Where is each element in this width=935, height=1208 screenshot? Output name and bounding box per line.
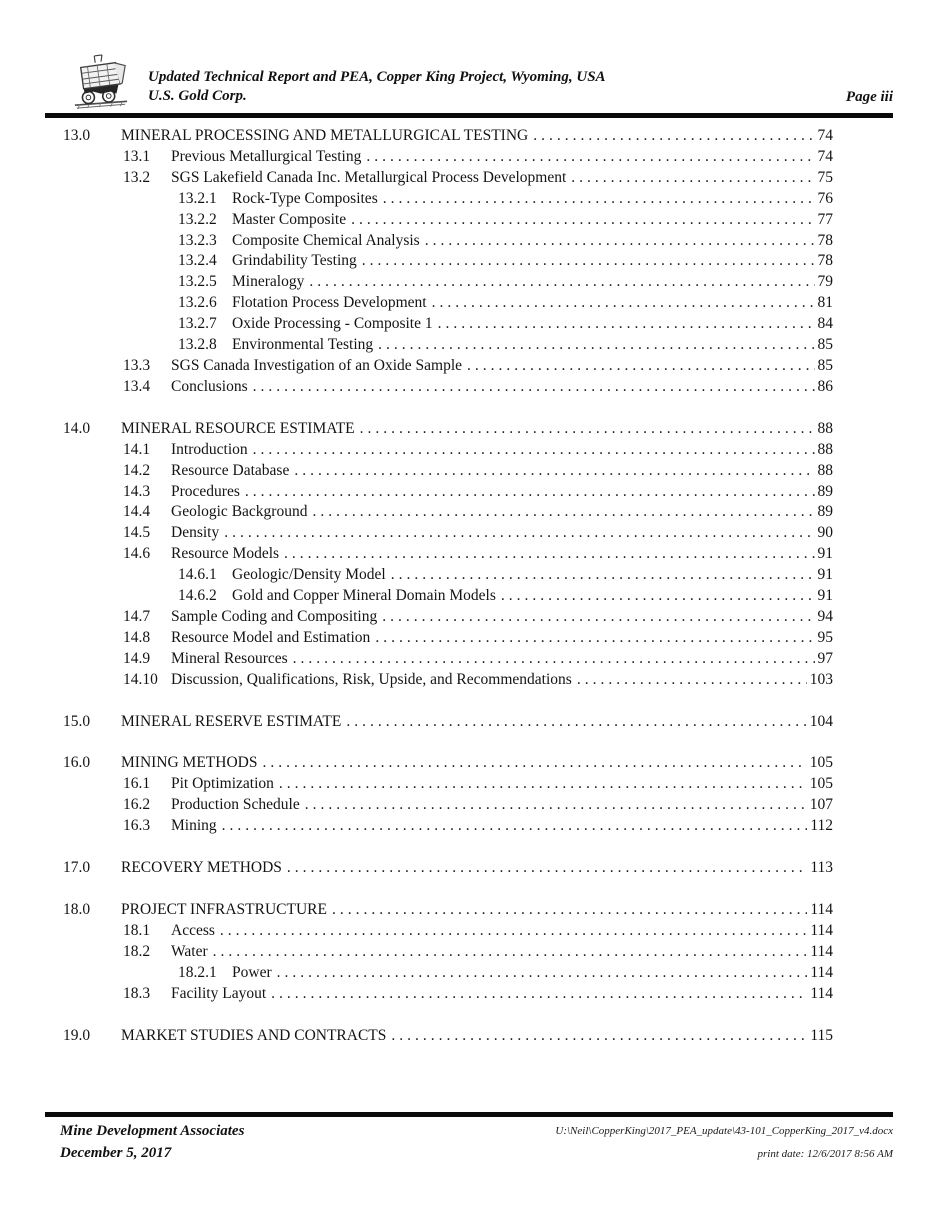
toc-entry-number: 13.2.6: [178, 294, 217, 312]
toc-entry-number: 18.3: [123, 984, 151, 1002]
mining-cart-logo-icon: [72, 52, 130, 112]
toc-entry-title: Grindability Testing: [232, 252, 357, 270]
toc-entry-page: 89: [817, 503, 833, 521]
toc-entry-title: Power: [232, 963, 272, 981]
toc-entry-number: 16.2: [123, 796, 151, 814]
toc-entry: [63, 335, 833, 356]
toc-entry-title: MINING METHODS: [121, 754, 258, 772]
toc-entry: [63, 189, 833, 210]
toc-entry-title: Geologic Background: [171, 503, 308, 521]
toc-entry-title: MINERAL RESOURCE ESTIMATE: [121, 419, 355, 437]
dot-leader: [383, 189, 815, 210]
toc-entry-page: 114: [810, 984, 833, 1002]
toc-entry: [63, 816, 833, 837]
toc-entry-number: 16.1: [123, 775, 151, 793]
toc-entry: [63, 231, 833, 252]
toc-entry-number: 13.2.3: [178, 231, 217, 249]
dot-leader: [253, 377, 815, 398]
page-header: [0, 0, 935, 113]
dot-leader: [425, 231, 815, 252]
dot-leader: [222, 816, 808, 837]
toc-entry: [63, 921, 833, 942]
toc-entry-page: 91: [817, 587, 833, 605]
dot-leader: [351, 210, 814, 231]
toc-entry: [63, 293, 833, 314]
toc-entry-number: 18.0: [63, 901, 91, 918]
footer-date: December 5, 2017: [60, 1145, 172, 1161]
toc-entry-page: 79: [817, 273, 833, 291]
toc-entry-title: Mining: [171, 817, 217, 835]
dot-leader: [332, 900, 807, 921]
toc-entry-number: 13.3: [123, 356, 151, 374]
toc-entry: [63, 942, 833, 963]
toc-entry: [63, 607, 833, 628]
toc-entry: [63, 523, 833, 544]
toc-entry-number: 13.2.1: [178, 189, 217, 207]
dot-leader: [279, 774, 807, 795]
toc-entry: [63, 858, 833, 879]
toc-entry-title: Discussion, Qualifications, Risk, Upside, and Recommendations: [171, 670, 572, 688]
toc-entry-number: 16.3: [123, 817, 151, 835]
toc-entry-page: 114: [810, 901, 833, 918]
dot-leader: [382, 607, 814, 628]
dot-leader: [571, 168, 814, 189]
toc-entry-number: 13.1: [123, 147, 151, 165]
toc-entry-title: SGS Lakefield Canada Inc. Metallurgical Process Development: [171, 168, 567, 186]
toc-entry-number: 17.0: [63, 859, 91, 877]
toc-entry-number: 14.9: [123, 649, 151, 667]
toc-entry-page: 74: [817, 147, 833, 165]
toc-entry-page: 78: [817, 231, 833, 249]
dot-leader: [391, 1026, 807, 1047]
toc-entry-title: Gold and Copper Mineral Domain Models: [232, 587, 496, 605]
toc-entry-page: 78: [817, 252, 833, 270]
dot-leader: [253, 440, 815, 461]
toc-entry-title: Mineral Resources: [171, 649, 288, 667]
dot-leader: [294, 461, 814, 482]
toc-entry-title: Rock-Type Composites: [232, 189, 378, 207]
toc-entry-number: 14.0: [63, 419, 91, 437]
toc-entry-page: 77: [817, 210, 833, 228]
dot-leader: [391, 565, 815, 586]
toc-entry-page: 105: [809, 754, 833, 772]
toc-entry-title: Procedures: [171, 482, 240, 500]
toc-entry-title: Flotation Process Development: [232, 294, 427, 312]
toc-entry-title: Resource Models: [171, 545, 280, 563]
toc-entry-title: MINERAL RESERVE ESTIMATE: [121, 712, 342, 730]
dot-leader: [501, 586, 815, 607]
toc-entry-title: Facility Layout: [171, 984, 267, 1002]
toc-entry-number: 13.2.7: [178, 315, 217, 333]
toc-entry: [63, 440, 833, 461]
toc-entry: [63, 461, 833, 482]
toc-entry: [63, 502, 833, 523]
dot-leader: [362, 251, 815, 272]
toc-entry-page: 89: [817, 482, 833, 500]
toc-entry-page: 86: [817, 377, 833, 395]
toc-entry-page: 114: [810, 921, 833, 939]
toc-entry: [63, 565, 833, 586]
toc-entry: [63, 774, 833, 795]
toc-entry: [63, 753, 833, 774]
toc-entry-title: MARKET STUDIES AND CONTRACTS: [121, 1026, 387, 1044]
toc-entry-page: 114: [810, 963, 833, 981]
toc-entry-page: 75: [817, 168, 833, 186]
toc-entry: [63, 126, 833, 147]
dot-leader: [346, 712, 806, 733]
toc-entry-title: Resource Database: [171, 461, 290, 479]
toc-entry: [63, 900, 833, 921]
toc-entry: [63, 649, 833, 670]
toc-entry-number: 18.2.1: [178, 963, 217, 981]
toc-entry: [63, 356, 833, 377]
toc-entry: [63, 544, 833, 565]
toc-entry-page: 115: [810, 1026, 833, 1044]
toc-entry-number: 16.0: [63, 754, 91, 772]
toc-entry-title: Resource Model and Estimation: [171, 628, 371, 646]
toc-entry-title: Composite Chemical Analysis: [232, 231, 420, 249]
toc-entry-page: 91: [817, 566, 833, 584]
toc-entry-number: 14.8: [123, 628, 151, 646]
dot-leader: [224, 523, 814, 544]
toc-entry-number: 14.3: [123, 482, 151, 500]
toc-entry: [63, 147, 833, 168]
toc-entry-title: Oxide Processing - Composite 1: [232, 315, 433, 333]
toc-entry-number: 14.5: [123, 524, 151, 542]
toc-entry-number: 19.0: [63, 1026, 91, 1044]
toc-entry: [63, 984, 833, 1005]
dot-leader: [312, 502, 814, 523]
toc-entry: [63, 168, 833, 189]
toc-entry-number: 14.6.2: [178, 587, 217, 605]
dot-leader: [309, 272, 814, 293]
toc-entry-number: 14.4: [123, 503, 151, 521]
dot-leader: [378, 335, 814, 356]
toc-entry-title: Master Composite: [232, 210, 347, 228]
toc-entry-title: Previous Metallurgical Testing: [171, 147, 362, 165]
toc-entry: [63, 795, 833, 816]
toc-entry-page: 95: [817, 628, 833, 646]
toc-entry-page: 112: [810, 817, 833, 835]
toc-entry-title: RECOVERY METHODS: [121, 859, 282, 877]
toc-entry-number: 13.2: [123, 168, 151, 186]
toc-entry-number: 14.7: [123, 607, 151, 625]
toc-entry-number: 18.1: [123, 921, 151, 939]
toc-entry: [63, 586, 833, 607]
dot-leader: [360, 419, 815, 440]
toc-entry: [63, 210, 833, 231]
toc-entry-title: PROJECT INFRASTRUCTURE: [121, 901, 327, 918]
toc-entry-title: Environmental Testing: [232, 336, 374, 354]
toc-entry-number: 14.10: [123, 670, 158, 688]
toc-entry-page: 97: [817, 649, 833, 667]
toc-entry-number: 14.6: [123, 545, 151, 563]
toc-entry-page: 94: [817, 607, 833, 625]
toc-entry: [63, 482, 833, 503]
toc-entry-number: 15.0: [63, 712, 91, 730]
toc-entry-number: 13.2.8: [178, 336, 217, 354]
toc-entry: [63, 1026, 833, 1047]
toc-entry-page: 103: [809, 670, 833, 688]
toc-entry: [63, 377, 833, 398]
header-rule: [45, 113, 893, 118]
toc-entry-title: Introduction: [171, 440, 248, 458]
toc-entry-title: Access: [171, 921, 215, 939]
toc-entry-number: 13.2.4: [178, 252, 217, 270]
toc-entry-page: 113: [810, 859, 833, 877]
toc-entry-number: 13.0: [63, 127, 91, 144]
toc-entry-page: 85: [817, 356, 833, 374]
dot-leader: [245, 482, 815, 503]
toc-entry-page: 105: [809, 775, 833, 793]
toc-entry-page: 85: [817, 336, 833, 354]
dot-leader: [467, 356, 814, 377]
toc-entry-title: Geologic/Density Model: [232, 566, 386, 584]
toc-entry-title: SGS Canada Investigation of an Oxide Sample: [171, 356, 463, 374]
company-name: U.S. Gold Corp.: [148, 88, 247, 104]
dot-leader: [375, 628, 814, 649]
toc-entry-number: 13.2.5: [178, 273, 217, 291]
toc-entry-title: MINERAL PROCESSING AND METALLURGICAL TESTING: [121, 127, 529, 144]
toc-entry-title: Production Schedule: [171, 796, 300, 814]
toc-entry-page: 114: [810, 942, 833, 960]
report-title: Updated Technical Report and PEA, Copper King Project, Wyoming, USA: [148, 69, 606, 85]
toc-entry-number: 13.4: [123, 377, 151, 395]
toc-entry-page: 84: [817, 315, 833, 333]
dot-leader: [262, 753, 806, 774]
toc-entry: [63, 963, 833, 984]
toc-entry-title: Conclusions: [171, 377, 248, 395]
toc-entry-number: 14.1: [123, 440, 151, 458]
toc-entry: [63, 314, 833, 335]
footer-rule: [45, 1112, 893, 1117]
toc-entry: [63, 670, 833, 691]
toc-entry-page: 74: [817, 127, 833, 144]
toc-entry-page: 76: [817, 189, 833, 207]
dot-leader: [305, 795, 807, 816]
toc-entry-number: 18.2: [123, 942, 151, 960]
footer-organization: Mine Development Associates: [60, 1123, 245, 1139]
dot-leader: [277, 963, 808, 984]
toc-entry-number: 14.6.1: [178, 566, 217, 584]
dot-leader: [432, 293, 815, 314]
toc-entry-page: 107: [809, 796, 833, 814]
page-number-label: Page iii: [845, 89, 893, 105]
toc-entry-title: Water: [171, 942, 208, 960]
toc-entry: [63, 419, 833, 440]
toc-entry-page: 88: [817, 419, 833, 437]
dot-leader: [438, 314, 815, 335]
dot-leader: [213, 942, 808, 963]
dot-leader: [220, 921, 807, 942]
toc-entry-page: 88: [817, 461, 833, 479]
toc-entry: [63, 628, 833, 649]
dot-leader: [293, 649, 815, 670]
toc-entry-title: Mineralogy: [232, 273, 305, 291]
toc-entry-page: 90: [817, 524, 833, 542]
table-of-contents: [63, 126, 833, 1046]
toc-entry-page: 104: [809, 712, 833, 730]
footer-print-date: print date: 12/6/2017 8:56 AM: [757, 1148, 893, 1160]
toc-entry: [63, 251, 833, 272]
dot-leader: [287, 858, 807, 879]
toc-entry-title: Sample Coding and Compositing: [171, 607, 378, 625]
toc-entry-number: 13.2.2: [178, 210, 217, 228]
dot-leader: [577, 670, 807, 691]
toc-entry-title: Density: [171, 524, 220, 542]
toc-entry-page: 88: [817, 440, 833, 458]
dot-leader: [366, 147, 814, 168]
toc-entry-number: 14.2: [123, 461, 151, 479]
dot-leader: [284, 544, 814, 565]
toc-entry-page: 91: [817, 545, 833, 563]
toc-entry: [63, 272, 833, 293]
dot-leader: [271, 984, 807, 1005]
toc-entry-title: Pit Optimization: [171, 775, 274, 793]
toc-entry-page: 81: [817, 294, 833, 312]
dot-leader: [533, 126, 814, 147]
toc-entry: [63, 712, 833, 733]
footer-file-path: U:\Neil\CopperKing\2017_PEA_update\43-101_CopperKing_2017_v4.docx: [555, 1125, 893, 1137]
